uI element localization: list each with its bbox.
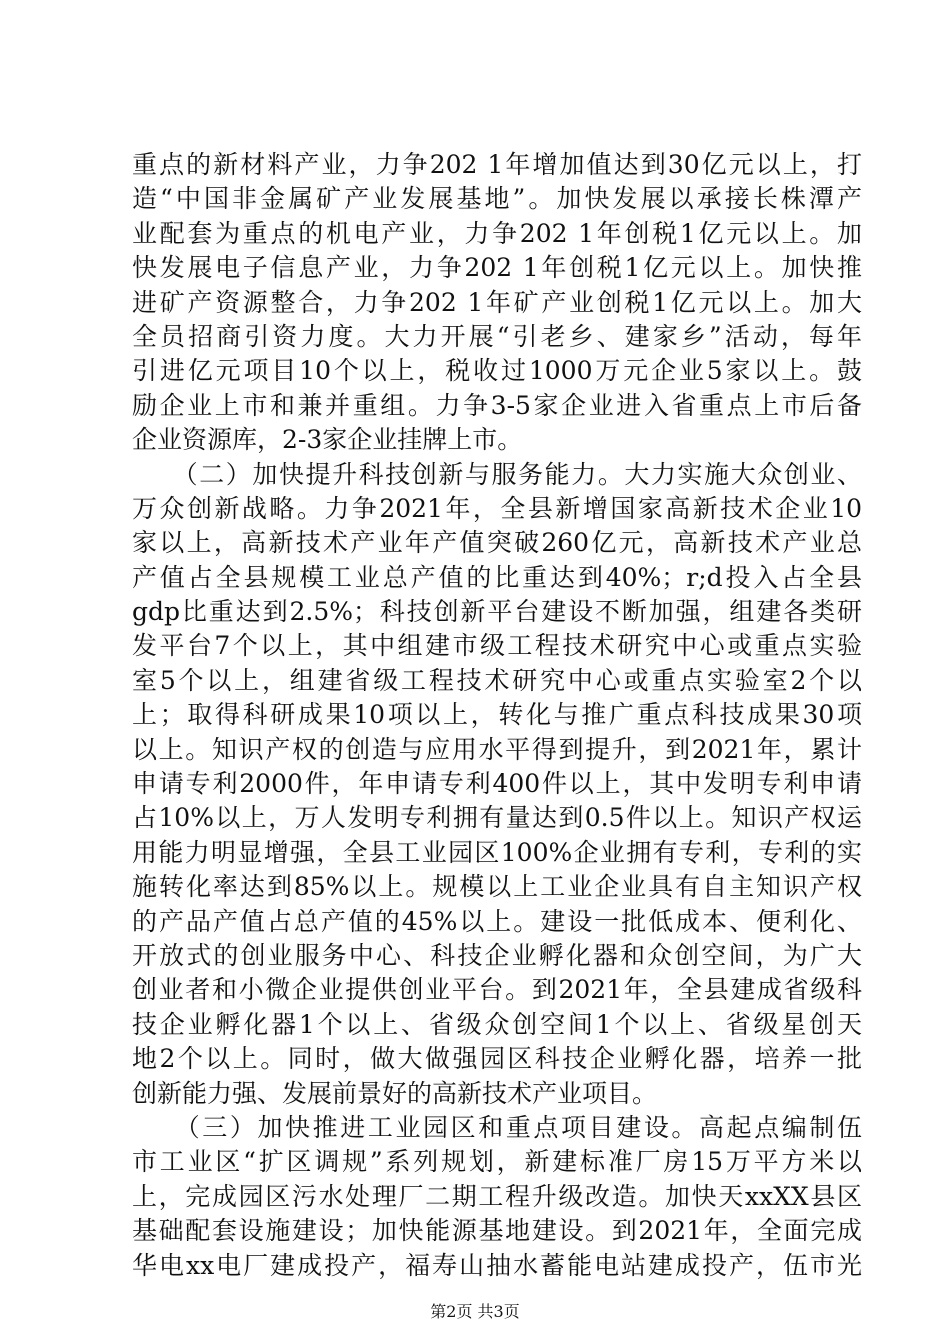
text-line: 基础配套设施建设；加快能源基地建设。到2021年，全面完成 [132,1216,862,1246]
text-line: 进矿产资源整合，力争202 1年矿产业创税1亿元以上。加大 [132,287,862,317]
text-line: 重点的新材料产业，力争202 1年增加值达到30亿元以上，打 [132,150,862,179]
text-line: 引进亿元项目10个以上，税收过1000万元企业5家以上。鼓 [132,356,862,386]
text-line: 业配套为重点的机电产业，力争202 1年创税1亿元以上。加 [132,218,862,248]
text-line: 室5个以上，组建省级工程技术研究中心或重点实验室2个以 [132,665,862,695]
text-line: 开放式的创业服务中心、科技企业孵化器和众创空间，为广大 [132,940,862,970]
text-line: 励企业上市和兼并重组。力争3-5家企业进入省重点上市后备 [132,390,862,420]
text-line: （二）加快提升科技创新与服务能力。大力实施大众创业、 [132,459,862,489]
text-line: 以上。知识产权的创造与应用水平得到提升，到2021年，累计 [132,734,862,764]
text-line: 企业资源库，2-3家企业挂牌上市。 [132,425,523,455]
text-line: 创新能力强、发展前景好的高新技术产业项目。 [132,1078,658,1108]
text-line: 用能力明显增强，全县工业园区100%企业拥有专利，专利的实 [132,837,862,867]
text-line: 上，完成园区污水处理厂二期工程升级改造。加快天xxXX县区 [132,1181,862,1211]
text-line: 申请专利2000件，年申请专利400件以上，其中发明专利申请 [132,769,862,799]
text-line: 华电xx电厂建成投产，福寿山抽水蓄能电站建成投产，伍市光 [132,1250,862,1280]
text-line: 地2个以上。同时，做大做强园区科技企业孵化器，培养一批 [132,1044,862,1074]
text-line: 发平台7个以上，其中组建市级工程技术研究中心或重点实验 [132,631,862,661]
text-line: 创业者和小微企业提供创业平台。到2021年，全县建成省级科 [132,975,862,1005]
text-line: 造“中国非金属矿产业发展基地”。加快发展以承接长株潭产 [132,184,862,214]
page-footer: 第2页 共3页 [430,1302,520,1321]
document-body [132,148,862,1283]
text-line: 技企业孵化器1个以上、省级众创空间1个以上、省级星创天 [132,1009,862,1039]
text-line: gdp比重达到2.5%；科技创新平台建设不断加强，组建各类研 [132,597,862,627]
text-line: 全员招商引资力度。大力开展“引老乡、建家乡”活动，每年 [132,321,862,351]
text-line: 家以上，高新技术产业年产值突破260亿元，高新技术产业总 [132,528,862,558]
text-line: 市工业区“扩区调规”系列规划，新建标准厂房15万平方米以 [132,1147,862,1177]
text-line: 快发展电子信息产业，力争202 1年创税1亿元以上。加快推 [132,253,862,283]
text-line: 产值占全县规模工业总产值的比重达到40%；r;d投入占全县 [132,562,862,592]
text-line: （三）加快推进工业园区和重点项目建设。高起点编制伍 [132,1112,862,1142]
text-line: 上；取得科研成果10项以上，转化与推广重点科技成果30项 [132,700,862,730]
text-line: 施转化率达到85%以上。规模以上工业企业具有自主知识产权 [132,872,862,902]
text-line: 的产品产值占总产值的45%以上。建设一批低成本、便利化、 [132,906,862,936]
text-line: 万众创新战略。力争2021年，全县新增国家高新技术企业10 [132,493,862,523]
text-line: 占10%以上，万人发明专利拥有量达到0.5件以上。知识产权运 [132,803,862,833]
